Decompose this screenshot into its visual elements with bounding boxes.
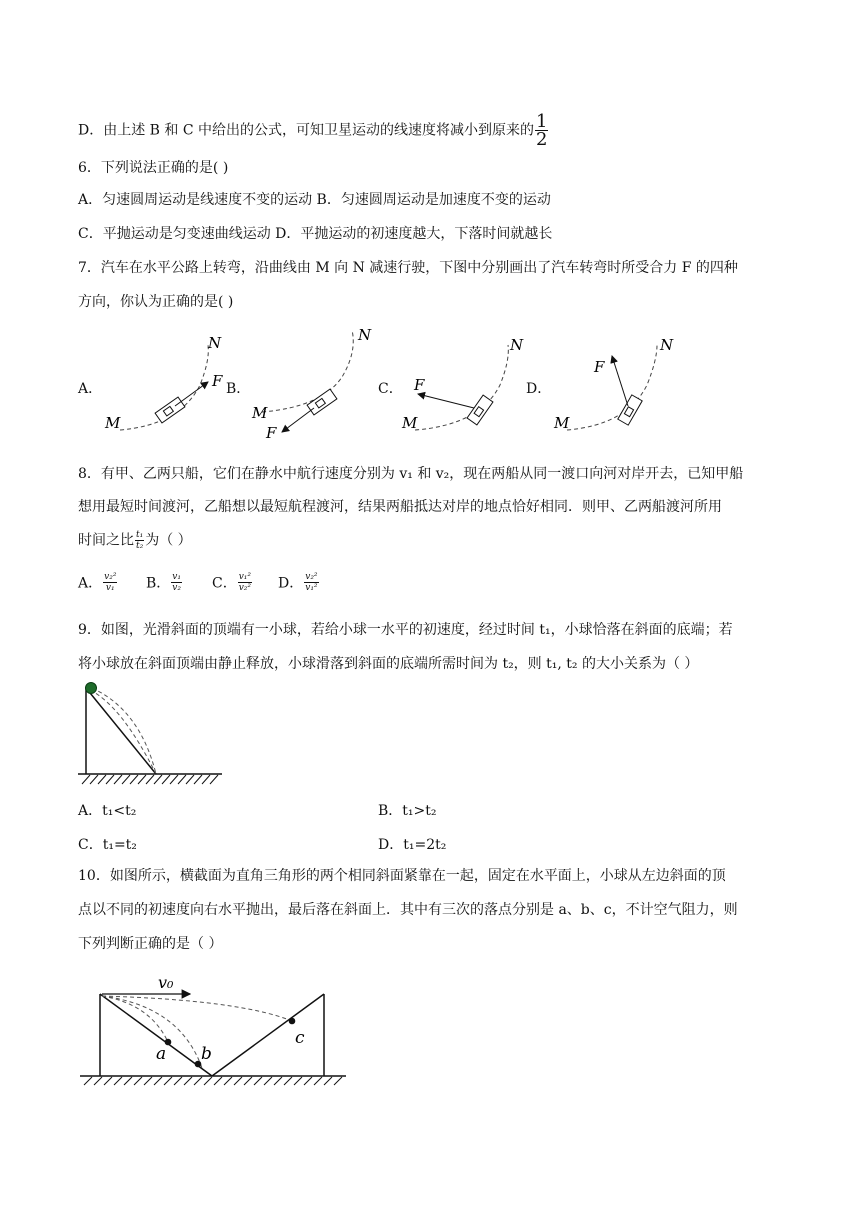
q8-stem-line2: 想用最短时间渡河，乙船想以最短航程渡河，结果两船抵达对岸的地点恰好相同．则甲、乙两船渡河所用 <box>78 499 722 515</box>
q10-point-a-label: a <box>156 1044 167 1064</box>
q10-stem-line1: 10．如图所示，横截面为直角三角形的两个相同斜面紧靠在一起，固定在水平面上，小球从左边斜面的顶 <box>78 868 726 884</box>
q9-stem-line1: 9．如图，光滑斜面的顶端有一小球，若给小球一水平的初速度，经过时间 t₁，小球恰落在斜面的底端；若 <box>78 622 733 638</box>
q10-point-b-label: b <box>201 1044 212 1064</box>
q10-stem-line2: 点以不同的初速度向右水平抛出，最后落在斜面上．其中有三次的落点分别是 a、b、c，不计空气阻力，则 <box>78 902 738 918</box>
q6-options-cd: C．平抛运动是匀变速曲线运动 D．平抛运动的初速度越大，下落时间就越长 <box>78 226 553 242</box>
q7d-f-label: F <box>594 358 605 376</box>
q9-option-d: D．t₁=2t₂ <box>378 837 447 853</box>
q10-v0-label: v₀ <box>158 973 174 992</box>
q10-stem-line3: 下列判断正确的是（ ） <box>78 936 223 952</box>
q10-double-incline-diagram <box>80 966 350 1091</box>
q5-option-d-text: D．由上述 B 和 C 中给出的公式，可知卫星运动的线速度将减小到原来的 <box>78 122 535 139</box>
q7c-f-label: F <box>414 376 425 394</box>
q8-stem-line3-prefix: 时间之比 <box>78 532 134 549</box>
q7b-m-label: M <box>252 404 268 422</box>
q7-option-b-label: B． <box>226 381 251 397</box>
q7-option-c-label: C． <box>378 381 403 397</box>
q7-stem-line2: 方向，你认为正确的是( ) <box>78 294 234 310</box>
q7-diagram-c <box>400 330 530 440</box>
q7-option-d-label: D． <box>526 381 552 397</box>
q7-diagram-d <box>552 330 682 440</box>
q7a-n-label: N <box>208 334 222 352</box>
q8-stem-line1: 8．有甲、乙两只船，它们在静水中航行速度分别为 v₁ 和 v₂，现在两船从同一渡口向河对岸开去，已知甲船 <box>78 466 744 482</box>
q9-incline-diagram <box>78 680 228 790</box>
q7d-m-label: M <box>554 414 570 432</box>
q6-options-ab: A．匀速圆周运动是线速度不变的运动 B．匀速圆周运动是加速度不变的运动 <box>78 192 551 208</box>
q7-diagram-b <box>252 322 382 442</box>
q7b-f-label: F <box>266 424 277 442</box>
q7c-n-label: N <box>510 336 524 354</box>
q9-option-b: B．t₁>t₂ <box>378 803 437 819</box>
q7b-n-label: N <box>358 326 372 344</box>
q7d-n-label: N <box>660 336 674 354</box>
q7a-f-label: F <box>212 372 223 390</box>
q7-diagram-a <box>100 330 230 440</box>
q6-stem: 6．下列说法正确的是( ) <box>78 160 229 176</box>
q10-point-c-label: c <box>295 1028 305 1048</box>
q7-stem-line1: 7．汽车在水平公路上转弯，沿曲线由 M 向 N 减速行驶，下图中分别画出了汽车转弯时所受合力 F 的四种 <box>78 260 738 276</box>
q9-stem-line2: 将小球放在斜面顶端由静止释放，小球滑落到斜面的底端所需时间为 t₂，则 t₁, t₂ 的大小关系为（ ） <box>78 656 699 672</box>
q9-option-a: A．t₁<t₂ <box>78 803 137 819</box>
q7a-m-label: M <box>105 414 121 432</box>
q8-option-a: A． $\frac{\text{v₂²}}{\text{v₁}}$ <box>78 572 117 593</box>
q8-option-d: D． $\frac{\text{v₂²}}{\text{v₁²}}$ <box>278 572 318 593</box>
q7c-m-label: M <box>402 414 418 432</box>
q8-stem-line3-suffix: 为（ ） <box>145 532 192 549</box>
q5-option-d <box>78 113 549 148</box>
q9-option-c: C．t₁=t₂ <box>78 837 137 853</box>
fraction-one-half: $\frac{1}{2}$ <box>536 111 548 150</box>
q8-stem-line3 <box>78 530 192 551</box>
q8-option-c: C． $\frac{\text{v₁²}}{\text{v₂²}}$ <box>212 572 252 593</box>
q7-option-a-label: A． <box>78 381 103 397</box>
q8-time-ratio: $\frac{\text{t₁}}{\text{t₂}}$ <box>136 530 144 551</box>
q8-option-b: B． $\frac{\text{v₁}}{\text{v₂}}$ <box>146 572 181 593</box>
